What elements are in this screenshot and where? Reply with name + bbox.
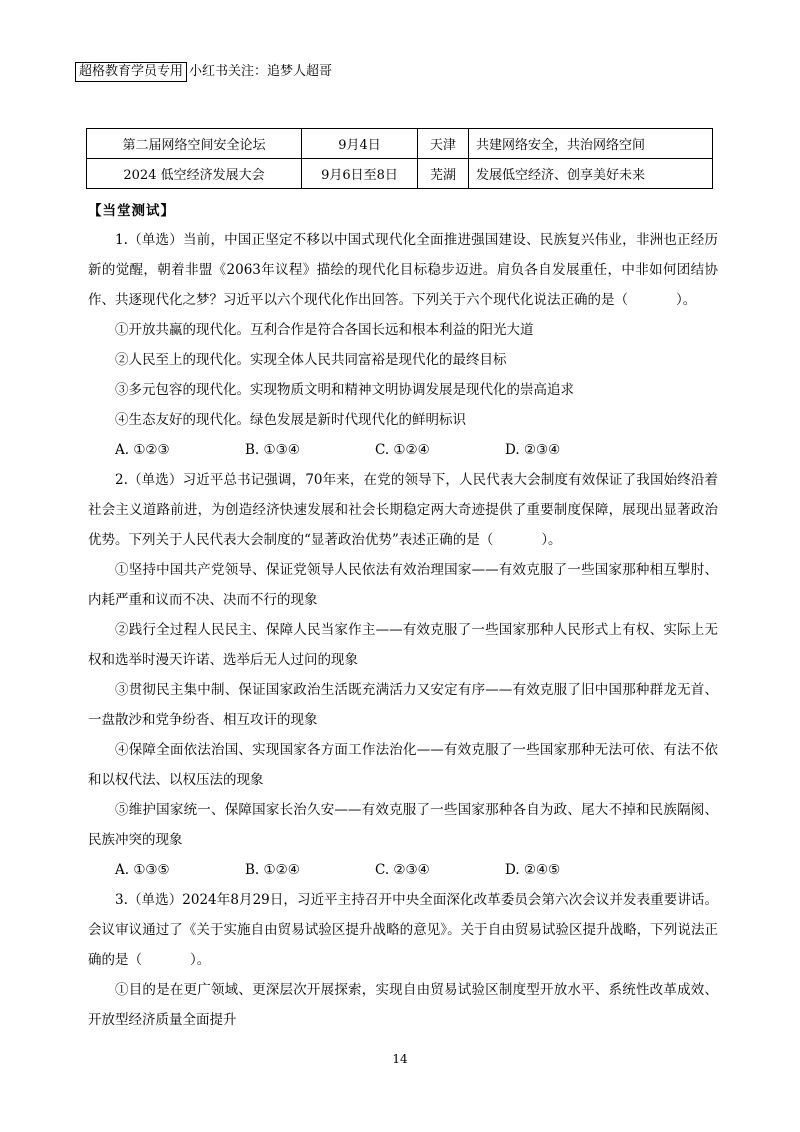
question-2-option: ②践行全过程人民民主、保障人民当家作主——有效克服了一些国家那种人民形式上有权、实际上无权和选举时漫天许诺、选举后无人过问的现象 <box>88 622 718 668</box>
question-1-option: ④生态友好的现代化。绿色发展是新时代现代化的鲜明标识 <box>115 412 466 428</box>
table-cell: 芜湖 <box>418 159 469 189</box>
table-cell: 共建网络安全，共治网络空间 <box>469 129 713 159</box>
question-2 <box>88 465 718 555</box>
question-3 <box>88 885 718 975</box>
table-cell: 第二届网络空间安全论坛 <box>87 129 302 159</box>
questions <box>88 225 718 1035</box>
page-number: 14 <box>392 1052 408 1066</box>
choice-a: A. ①②③ <box>115 442 170 458</box>
question-2-option: ①坚持中国共产党领导、保证党领导人民依法有效治理国家——有效克服了一些国家那种相互掣肘、内耗严重和议而不决、决而不行的现象 <box>88 562 718 608</box>
choice-b: B. ①③④ <box>245 442 300 458</box>
question-1-option: ②人民至上的现代化。实现全体人民共同富裕是现代化的最终目标 <box>115 352 507 368</box>
question-1-stem-end: ）。 <box>676 292 697 308</box>
choice-c: C. ①②④ <box>375 442 430 458</box>
question-3-stem: 3.（单选）2024年8月29日，习近平主持召开中央全面深化改革委员会第六次会议并发表重要讲话。会议审议通过了《关于实施自由贸易试验区提升战略的意见》。关于自由贸易试验区提升战略，下列说法正确的是（ <box>88 892 718 968</box>
question-2-stem: 2.（单选）习近平总书记强调，70年来，在党的领导下，人民代表大会制度有效保证了我国始终沿着社会主义道路前进，为创造经济快速发展和社会长期稳定两大奇迹提供了重要制度保障，展现出显著政治优势。下列关于人民代表大会制度的“显著政治优势”表述正确的是（ <box>88 472 718 548</box>
choice-a: A. ①③⑤ <box>115 862 170 878</box>
choice-d: D. ②④⑤ <box>505 862 561 878</box>
choice-c: C. ②③④ <box>375 862 430 878</box>
question-2-choices <box>88 855 718 885</box>
table-row <box>87 159 713 189</box>
table-cell: 2024 低空经济发展大会 <box>87 159 302 189</box>
section-title: 【当堂测试】 <box>88 203 175 219</box>
question-1-option: ①开放共赢的现代化。互利合作是符合各国长远和根本利益的阳光大道 <box>115 322 534 338</box>
question-1-option: ③多元包容的现代化。实现物质文明和精神文明协调发展是现代化的崇高追求 <box>115 382 574 398</box>
question-2-option: ④保障全面依法治国、实现国家各方面工作法治化——有效克服了一些国家那种无法可依、有法不依和以权代法、以权压法的现象 <box>88 742 718 788</box>
question-2-option: ③贯彻民主集中制、保证国家政治生活既充满活力又安定有序——有效克服了旧中国那种群龙无首、一盘散沙和党争纷沓、相互攻讦的现象 <box>88 682 718 728</box>
table-cell: 发展低空经济、创享美好未来 <box>469 159 713 189</box>
question-1-stem: 1.（单选）当前，中国正坚定不移以中国式现代化全面推进强国建设、民族复兴伟业，非洲也正经历新的觉醒，朝着非盟《2063年议程》描绘的现代化目标稳步迈进。肩负各自发展重任，中非如何团结协作、共逐现代化之梦？习近平以六个现代化作出回答。下列关于六个现代化说法正确的是（ <box>88 232 718 308</box>
events-table <box>86 128 713 189</box>
choice-d: D. ②③④ <box>505 442 561 458</box>
header-tag: 超格教育学员专用 <box>75 62 187 82</box>
header-follow-text: 小红书关注：追梦人超哥 <box>189 64 333 79</box>
question-1 <box>88 225 718 315</box>
question-3-option: ①目的是在更广领域、更深层次开展探索，实现自由贸易试验区制度型开放水平、系统性改革成效、开放型经济质量全面提升 <box>88 982 718 1028</box>
page-header <box>75 62 332 82</box>
question-2-option: ⑤维护国家统一、保障国家长治久安——有效克服了一些国家那种各自为政、尾大不掉和民族隔阂、民族冲突的现象 <box>88 802 718 848</box>
table-cell: 9月6日至8日 <box>302 159 418 189</box>
question-2-stem-end: ）。 <box>541 532 562 548</box>
table-row <box>87 129 713 159</box>
question-3-stem-end: ）。 <box>190 952 211 968</box>
choice-b: B. ①②④ <box>245 862 300 878</box>
table-cell: 9月4日 <box>302 129 418 159</box>
table-cell: 天津 <box>418 129 469 159</box>
question-1-choices <box>88 435 718 465</box>
